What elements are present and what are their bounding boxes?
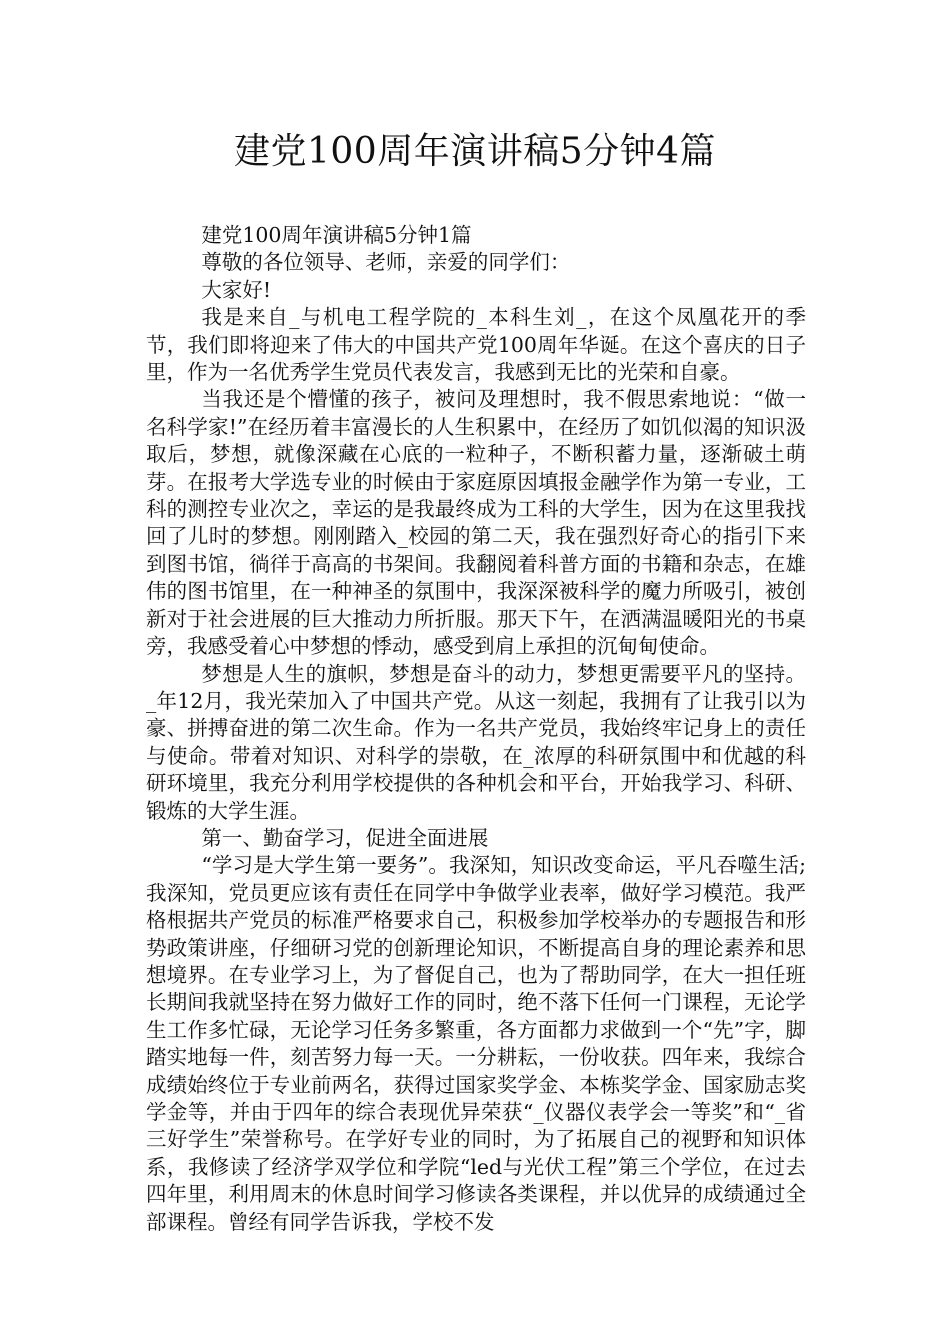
document-title: 建党100周年演讲稿5分钟4篇 bbox=[233, 131, 717, 172]
subtitle-paragraph: 建党100周年演讲稿5分钟1篇 bbox=[201, 223, 472, 247]
section-heading-paragraph: 第一、勤奋学习，促进全面进展 bbox=[201, 825, 489, 850]
body-paragraph: “学习是大学生第一要务”。我深知，知识改变命运，平凡吞噬生活;我深知，党员更应该有责任在同学中争做学业表率，做好学习模范。我严格根据共产党员的标准严格要求自己，积极参加学校举办的专题报告和形势政策讲座，仔细研习党的创新理论知识，不断提高自身的理论素养和思想境界。在专业学习上，为了督促自己，也为了帮助同学，在大一担任班长期间我就坚持在努力做好工作的同时，绝不落下任何一门课程，无论学生工作多忙碌，无论学习任务多繁重，各方面都力求做到一个“先”字，脚踏实地每一件，刻苦努力每一天。一分耕耘，一份收获。四年来，我综合成绩始终位于专业前两名，获得过国家奖学金、本栋奖学金、国家励志奖学金等，并由于四年的综合表现优异荣获“_仪器仪表学会一等奖”和“_省三好学生”荣誉称号。在学好专业的同时，为了拓展自己的视野和知识体系，我修读了经济学双学位和学院“led与光伏工程”第三个学位，在过去四年里，利用周末的休息时间学习修读各类课程，并以优异的成绩通过全部课程。曾经有同学告诉我，学校不发 bbox=[146, 853, 806, 1234]
greeting-paragraph: 大家好! bbox=[201, 277, 272, 302]
body-paragraph: 我是来自_与机电工程学院的_本科生刘_，在这个凤凰花开的季节，我们即将迎来了伟大的中国共产党100周年华诞。在这个喜庆的日子里，作为一名优秀学生党员代表发言，我感到无比的光荣和自豪。 bbox=[146, 305, 806, 385]
salutation-paragraph: 尊敬的各位领导、老师，亲爱的同学们： bbox=[201, 250, 571, 275]
body-paragraph: 梦想是人生的旗帜，梦想是奋斗的动力，梦想更需要平凡的坚持。_年12月，我光荣加入了中国共产党。从这一刻起，我拥有了让我引以为豪、拼搏奋进的第二次生命。作为一名共产党员，我始终牢记身上的责任与使命。带着对知识、对科学的崇敬，在_浓厚的科研氛围中和优越的科研环境里，我充分利用学校提供的各种机会和平台，开始我学习、科研、锻炼的大学生涯。 bbox=[146, 661, 806, 823]
body-paragraph: 当我还是个懵懂的孩子，被问及理想时，我不假思索地说：“做一名科学家!”在经历着丰富漫长的人生积累中，在经历了如饥似渴的知识汲取后，梦想，就像深藏在心底的一粒种子，不断积蓄力量，逐渐破土萌芽。在报考大学选专业的时候由于家庭原因填报金融学作为第一专业，工科的测控专业次之，幸运的是我最终成为工科的大学生，因为在这里我找回了儿时的梦想。刚刚踏入_校园的第二天，我在强烈好奇心的指引下来到图书馆，徜徉于高高的书架间。我翻阅着科普方面的书籍和杂志，在雄伟的图书馆里，在一种神圣的氛围中，我深深被科学的魔力所吸引，被创新对于社会进展的巨大推动力所折服。那天下午，在洒满温暖阳光的书桌旁，我感受着心中梦想的悸动，感受到肩上承担的沉甸甸使命。 bbox=[146, 387, 806, 659]
document-body bbox=[146, 222, 806, 1236]
